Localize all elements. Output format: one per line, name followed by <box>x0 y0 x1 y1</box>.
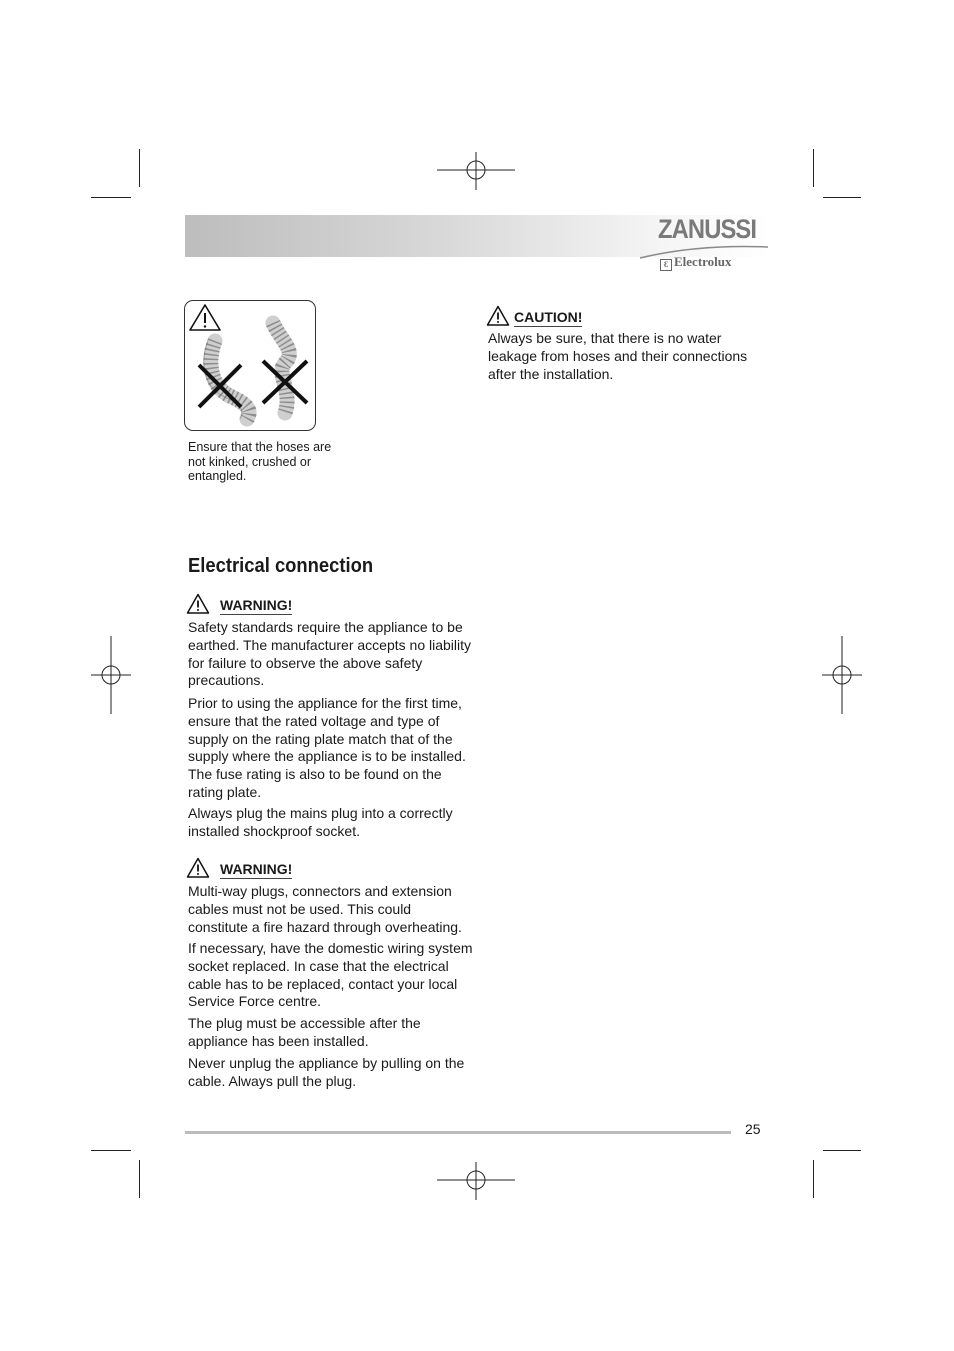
electrolux-symbol-icon: Ɛ <box>660 259 672 271</box>
warning-triangle-icon <box>186 857 210 879</box>
figure-caption: Ensure that the hoses are not kinked, crushed or entangled. <box>188 440 332 484</box>
crop-mark <box>139 1160 140 1198</box>
warning1-paragraph: Safety standards require the appliance to be earthed. The manufacturer accepts no liability for failure to observe the above safety precautions. <box>188 619 472 689</box>
caution-text: Always be sure, that there is no water leakage from hoses and their connections after the installation. <box>488 330 748 382</box>
crop-mark <box>91 197 131 198</box>
hose-illustration <box>184 300 316 431</box>
registration-mark-icon <box>91 636 131 714</box>
hose-kinked-illustration <box>185 301 315 430</box>
crop-mark <box>823 197 861 198</box>
cross-icon <box>199 365 241 407</box>
zanussi-logo: ZANUSSI <box>658 214 757 244</box>
warning-heading <box>186 593 306 617</box>
registration-mark-icon <box>437 152 515 190</box>
warning-label: WARNING! <box>220 597 293 613</box>
warning2-paragraph: The plug must be accessible after the appliance has been installed. <box>188 1015 421 1049</box>
registration-mark-icon <box>822 636 862 714</box>
crop-mark <box>823 1150 861 1151</box>
caution-label: CAUTION! <box>514 309 583 325</box>
warning-triangle-icon <box>186 593 210 615</box>
electrolux-wordmark: Electrolux <box>674 254 732 269</box>
caution-heading <box>486 305 606 329</box>
electrolux-logo <box>660 254 770 270</box>
crop-mark <box>139 149 140 187</box>
page-number: 25 <box>745 1121 761 1137</box>
warning-triangle-icon <box>486 305 510 327</box>
warning2-paragraph: Multi-way plugs, connectors and extension cables must not be used. This could constitute a fire hazard through overheating. <box>188 883 462 935</box>
crop-mark <box>813 1160 814 1198</box>
warning2-paragraph: If necessary, have the domestic wiring system socket replaced. In case that the electrical cable has to be replaced, contact your local Service Force centre. <box>188 940 473 1010</box>
warning2-paragraph: Never unplug the appliance by pulling on the cable. Always pull the plug. <box>188 1055 465 1089</box>
warning-triangle-icon <box>190 305 220 330</box>
crop-mark <box>813 149 814 187</box>
footer-rule <box>185 1131 731 1134</box>
section-title: Electrical connection <box>188 555 374 577</box>
crop-mark <box>91 1150 131 1151</box>
warning-label: WARNING! <box>220 861 293 877</box>
warning1-paragraph: Prior to using the appliance for the first time, ensure that the rated voltage and type of supply on the rating plate match that of the supply where the appliance is to be installed. The fuse rating is also to be found on the rating plate. <box>188 695 466 800</box>
registration-mark-icon <box>437 1162 515 1200</box>
warning-heading <box>186 857 306 881</box>
warning1-paragraph: Always plug the mains plug into a correctly installed shockproof socket. <box>188 805 453 839</box>
